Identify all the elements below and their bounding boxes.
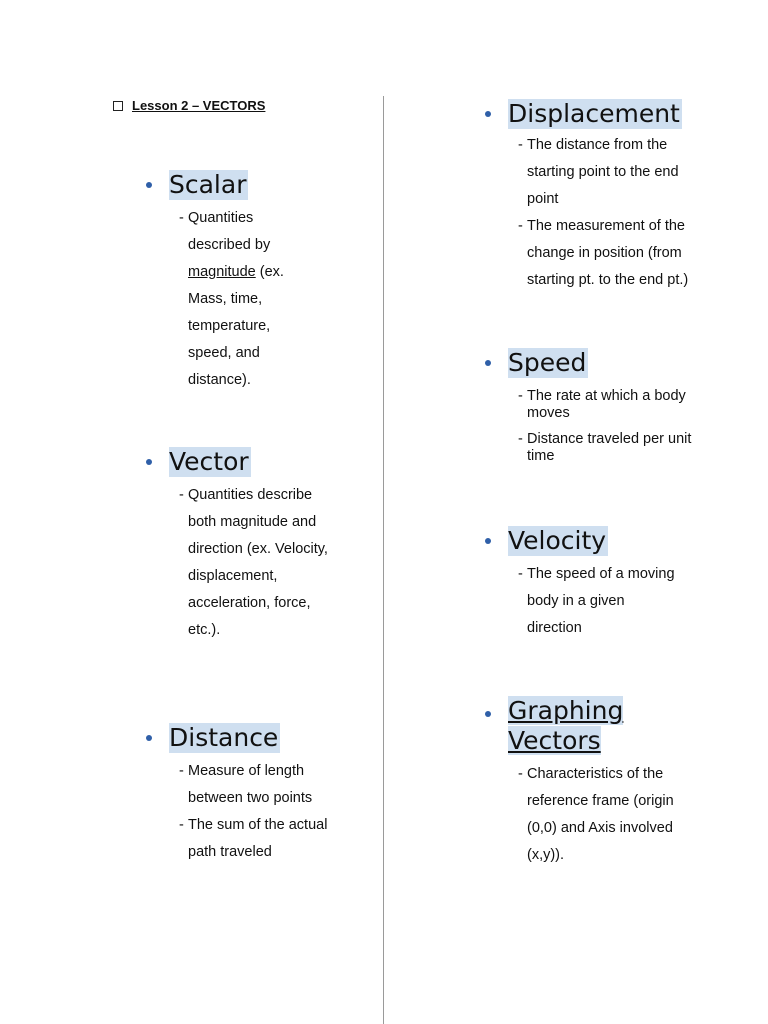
bullet-icon [485, 711, 491, 717]
speed-definitions [518, 388, 698, 465]
vector-title: Vector [169, 447, 249, 476]
distance-heading [146, 723, 329, 753]
graphing-vectors-heading [485, 696, 698, 756]
lesson-header [113, 98, 265, 113]
list-item: - Quantities describe both magnitude and direction (ex. Velocity, displacement, acceleration, force, etc.). [179, 482, 329, 644]
bullet-icon [485, 111, 491, 117]
list-item: - The distance from the starting point to the end point [518, 132, 698, 213]
speed-title: Speed [508, 348, 587, 377]
section-displacement [485, 99, 698, 294]
bullet-icon [485, 538, 491, 544]
section-distance [146, 723, 329, 866]
displacement-title: Displacement [508, 99, 680, 128]
scalar-definitions [179, 205, 294, 394]
list-item: - Characteristics of the reference frame (origin (0,0) and Axis involved (x,y)). [518, 761, 698, 869]
velocity-heading [485, 526, 683, 556]
distance-title: Distance [169, 723, 279, 752]
section-graphing-vectors [485, 696, 698, 869]
bullet-icon [485, 360, 491, 366]
section-velocity [485, 526, 683, 642]
graphing-vectors-definitions [518, 761, 698, 869]
list-item: - The measurement of the change in position (from starting pt. to the end pt.) [518, 213, 698, 294]
bullet-icon [146, 182, 152, 188]
list-item: - Quantities described by magnitude (ex. Mass, time, temperature, speed, and distance). [179, 205, 294, 394]
checkbox-icon[interactable] [113, 101, 123, 111]
displacement-heading [485, 99, 698, 129]
scalar-title: Scalar [169, 170, 247, 199]
graphing-vectors-title: Graphing Vectors [508, 696, 624, 755]
section-vector [146, 447, 329, 644]
displacement-definitions [518, 132, 698, 294]
list-item: - The rate at which a body moves [518, 388, 698, 422]
list-item: - The sum of the actual path traveled [179, 812, 329, 866]
velocity-title: Velocity [508, 526, 607, 555]
velocity-definitions [518, 561, 683, 642]
bullet-icon [146, 735, 152, 741]
bullet-icon [146, 459, 152, 465]
list-item: - Measure of length between two points [179, 758, 329, 812]
lesson-title: Lesson 2 – VECTORS [132, 98, 266, 113]
section-speed [485, 348, 698, 474]
column-divider [383, 96, 384, 1024]
list-item: - The speed of a moving body in a given direction [518, 561, 683, 642]
scalar-heading [146, 170, 294, 200]
section-scalar [146, 170, 294, 394]
speed-heading [485, 348, 698, 378]
distance-definitions [179, 758, 329, 866]
list-item: - Distance traveled per unit time [518, 431, 698, 465]
vector-heading [146, 447, 329, 477]
vector-definitions [179, 482, 329, 644]
